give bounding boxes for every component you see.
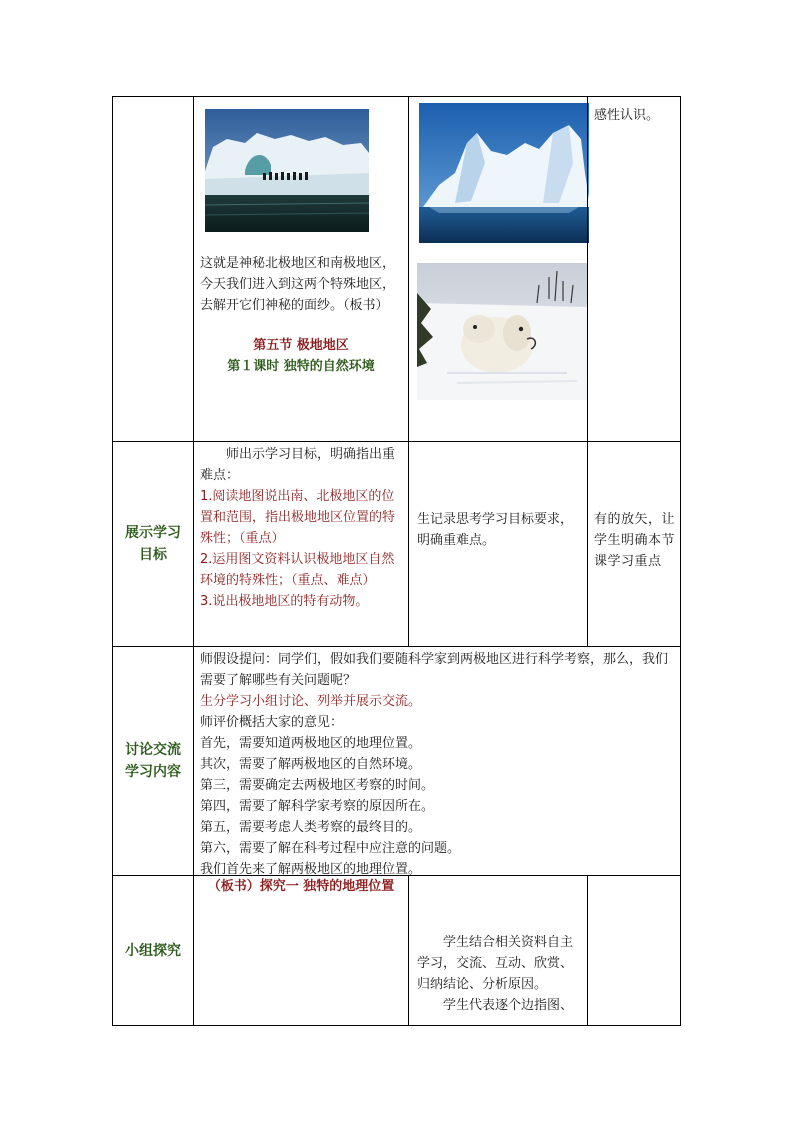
row1-label-cell bbox=[112, 96, 194, 442]
lesson-title: 第１课时 独特的自然环境 bbox=[227, 359, 375, 374]
summary-point-2: 其次，需要了解两极地区的自然环境。 bbox=[200, 757, 422, 772]
row3-label-cell bbox=[112, 646, 194, 876]
row2-label-cell bbox=[112, 441, 194, 647]
row4-label: 小组探究 bbox=[125, 942, 181, 959]
row3-content bbox=[200, 649, 676, 880]
goal-2: 2.运用图文资料认识极地地区自然环境的特殊性；（重点、难点） bbox=[200, 552, 395, 588]
summary-point-4: 第四，需要了解科学家考察的原因所在。 bbox=[200, 799, 435, 814]
group-discussion-line: 生分学习小组讨论、列举并展示交流。 bbox=[200, 694, 422, 709]
row4-teacher-cell bbox=[193, 875, 409, 1026]
row1-intent-cell bbox=[587, 96, 681, 442]
summary-intro-line: 师评价概括大家的意见： bbox=[200, 715, 344, 730]
transition-line: 我们首先来了解两极地区的地理位置。 bbox=[200, 862, 422, 877]
question-line: 师假设提问：同学们，假如我们要随科学家到两极地区进行科学考察，那么，我们需要了解哪些有关问题呢？ bbox=[200, 652, 669, 688]
row2-intent-text: 有的放矢，让学生明确本节课学习重点 bbox=[594, 512, 676, 569]
row3-content-cell bbox=[193, 646, 681, 876]
row4-intent-cell bbox=[587, 875, 681, 1026]
student-activity-2: 学生代表逐个边指图、 bbox=[443, 998, 574, 1013]
summary-point-3: 第三，需要确定去两极地区考察的时间。 bbox=[200, 778, 435, 793]
row4-label-cell bbox=[112, 875, 194, 1026]
goal-1: 1.阅读地图说出南、北极地区的位置和范围，指出极地地区位置的特殊性；（重点） bbox=[200, 489, 396, 546]
row2-label: 展示学习目标 bbox=[125, 525, 181, 563]
row4-student-cell bbox=[408, 875, 588, 1026]
row1-teacher-cell bbox=[193, 96, 409, 442]
row2-student-cell bbox=[408, 441, 588, 647]
student-activity-1: 学生结合相关资料自主学习，交流、互动、欣赏、归纳结论、分析原因。 bbox=[417, 935, 574, 992]
teacher-objective-intro: 师出示学习目标，明确指出重难点： bbox=[200, 447, 396, 483]
row2-student-text: 生记录思考学习目标要求，明确重难点。 bbox=[417, 512, 574, 548]
penguins-iceberg-photo bbox=[205, 109, 369, 232]
summary-point-6: 第六，需要了解在科考过程中应注意的问题。 bbox=[200, 841, 461, 856]
row2-teacher-text bbox=[200, 444, 400, 612]
inquiry-heading: （板书）探究一 独特的地理位置 bbox=[207, 879, 395, 894]
section-title: 第五节 极地地区 bbox=[253, 338, 349, 353]
intro-text: 这就是神秘北极地区和南极地区，今天我们进入到这两个特殊地区，去解开它们神秘的面纱。（板书） bbox=[200, 256, 396, 313]
row2-intent-cell bbox=[587, 441, 681, 647]
row1-student-cell bbox=[408, 96, 588, 442]
row3-label: 讨论交流学习内容 bbox=[125, 742, 181, 780]
intro-paragraph bbox=[200, 253, 398, 316]
iceberg-photo bbox=[419, 103, 589, 243]
polar-bear-photo bbox=[417, 263, 587, 400]
goal-3: 3.说出极地地区的特有动物。 bbox=[200, 594, 369, 609]
lesson-plan-table bbox=[112, 96, 681, 1026]
summary-point-1: 首先，需要知道两极地区的地理位置。 bbox=[200, 736, 422, 751]
row1-intent-text: 感性认识。 bbox=[594, 108, 660, 123]
row4-student-text bbox=[417, 932, 583, 1016]
row2-teacher-cell bbox=[193, 441, 409, 647]
summary-point-5: 第五，需要考虑人类考察的最终目的。 bbox=[200, 820, 422, 835]
